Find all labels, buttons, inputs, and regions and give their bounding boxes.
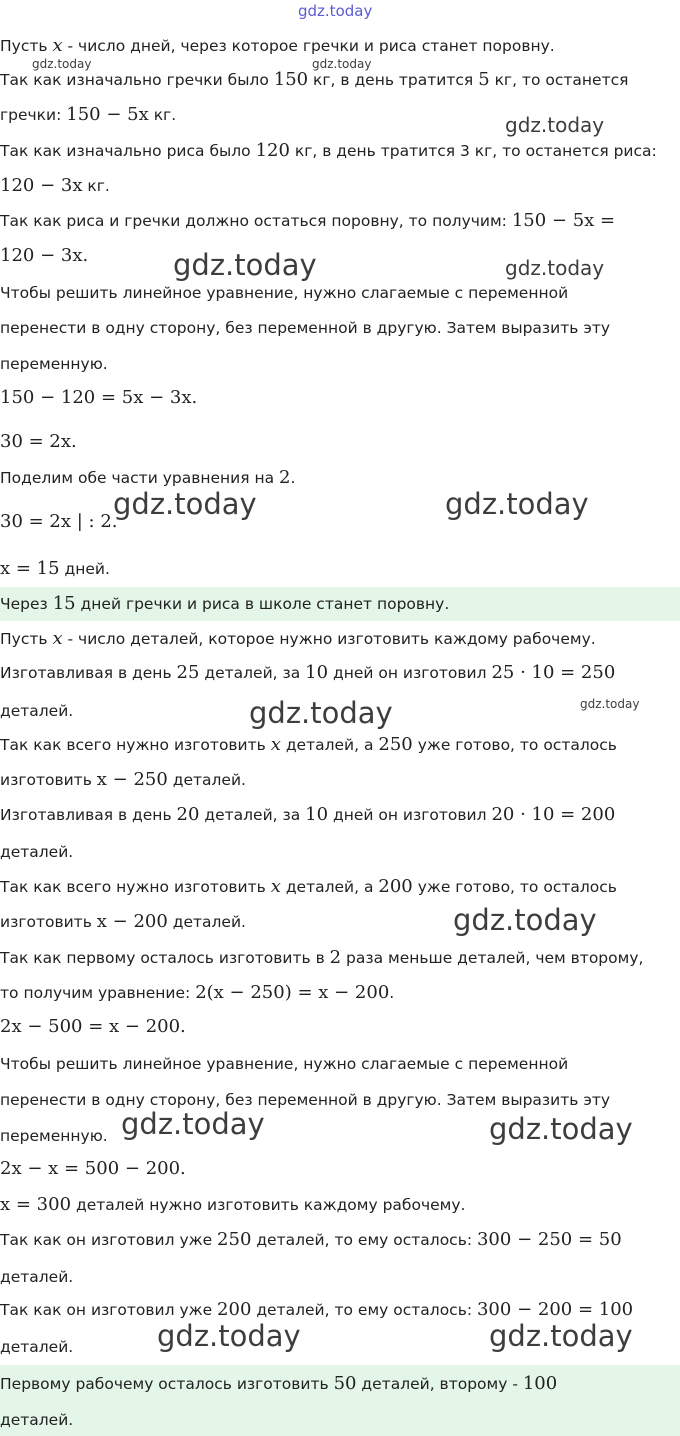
t2-line-14: перенести в одну сторону, без переменной в другую. Затем выразить эту [0, 1091, 611, 1109]
watermark: gdz.today [298, 2, 373, 20]
t2-line-20: Так как он изготовил уже 200 деталей, то ему осталось: 300 − 200 = 100 [0, 1299, 634, 1320]
watermark: gdz.today [32, 57, 92, 71]
t1-line-13: Поделим обе части уравнения на 2. [0, 467, 296, 488]
watermark: gdz.today [580, 697, 640, 711]
watermark: gdz.today [505, 113, 605, 137]
t1-line-04: Так как изначально риса было 120 кг, в день тратится 3 кг, то останется риса: [0, 140, 657, 161]
t2-line-02: Изготавливая в день 25 деталей, за 10 дней он изготовил 25 · 10 = 250 [0, 662, 616, 683]
t2-line-11: то получим уравнение: 2(x − 250) = x − 200. [0, 982, 395, 1003]
t2-line-09: изготовить x − 200 деталей. [0, 911, 246, 932]
t2-line-01: Пусть x - число деталей, которое нужно изготовить каждому рабочему. [0, 628, 596, 649]
t2-answer-2: деталей. [0, 1411, 74, 1429]
t1-line-08: Чтобы решить линейное уравнение, нужно слагаемые с переменной [0, 284, 569, 302]
watermark: gdz.today [249, 696, 393, 730]
t1-line-01: Пусть x - число дней, через которое гречки и риса станет поровну. [0, 35, 555, 56]
t2-line-19: деталей. [0, 1268, 74, 1286]
watermark: gdz.today [113, 487, 257, 521]
t2-line-18: Так как он изготовил уже 250 деталей, то ему осталось: 300 − 250 = 50 [0, 1229, 622, 1250]
t1-line-14: 30 = 2x | : 2. [0, 511, 118, 532]
watermark: gdz.today [312, 57, 372, 71]
t2-answer-1: Первому рабочему осталось изготовить 50 деталей, второму - 100 [0, 1373, 558, 1394]
t1-line-07: 120 − 3x. [0, 245, 89, 266]
watermark: gdz.today [121, 1107, 265, 1141]
watermark: gdz.today [489, 1319, 633, 1353]
t2-line-08: Так как всего нужно изготовить x деталей, а 200 уже готово, то осталось [0, 876, 617, 897]
t2-line-17: x = 300 деталей нужно изготовить каждому рабочему. [0, 1194, 466, 1215]
t2-line-10: Так как первому осталось изготовить в 2 раза меньше деталей, чем второму, [0, 947, 644, 968]
t2-line-12: 2x − 500 = x − 200. [0, 1016, 186, 1037]
t1-line-10: переменную. [0, 355, 108, 373]
t1-line-12: 30 = 2x. [0, 431, 77, 452]
t2-line-21: деталей. [0, 1338, 74, 1356]
t1-line-15: x = 15 дней. [0, 558, 110, 579]
t1-line-06: Так как риса и гречки должно остаться поровну, то получим: 150 − 5x = [0, 210, 616, 231]
t1-answer: Через 15 дней гречки и риса в школе станет поровну. [0, 593, 450, 614]
watermark: gdz.today [489, 1112, 633, 1146]
t2-line-13: Чтобы решить линейное уравнение, нужно слагаемые с переменной [0, 1055, 569, 1073]
t1-line-05: 120 − 3x кг. [0, 175, 110, 196]
t2-line-15: переменную. [0, 1127, 108, 1145]
t2-line-05: изготовить x − 250 деталей. [0, 769, 246, 790]
watermark: gdz.today [505, 256, 605, 280]
t2-line-06: Изготавливая в день 20 деталей, за 10 дней он изготовил 20 · 10 = 200 [0, 804, 616, 825]
t2-line-03: деталей. [0, 702, 74, 720]
t2-line-04: Так как всего нужно изготовить x деталей, а 250 уже готово, то осталось [0, 734, 617, 755]
t1-line-02: Так как изначально гречки было 150 кг, в день тратится 5 кг, то останется [0, 69, 629, 90]
t1-line-11: 150 − 120 = 5x − 3x. [0, 387, 198, 408]
watermark: gdz.today [173, 248, 317, 282]
t2-line-07: деталей. [0, 843, 74, 861]
t1-line-09: перенести в одну сторону, без переменной в другую. Затем выразить эту [0, 319, 611, 337]
t2-line-16: 2x − x = 500 − 200. [0, 1158, 186, 1179]
watermark: gdz.today [445, 487, 589, 521]
watermark: gdz.today [157, 1319, 301, 1353]
watermark: gdz.today [453, 903, 597, 937]
t1-line-03: гречки: 150 − 5x кг. [0, 104, 177, 125]
